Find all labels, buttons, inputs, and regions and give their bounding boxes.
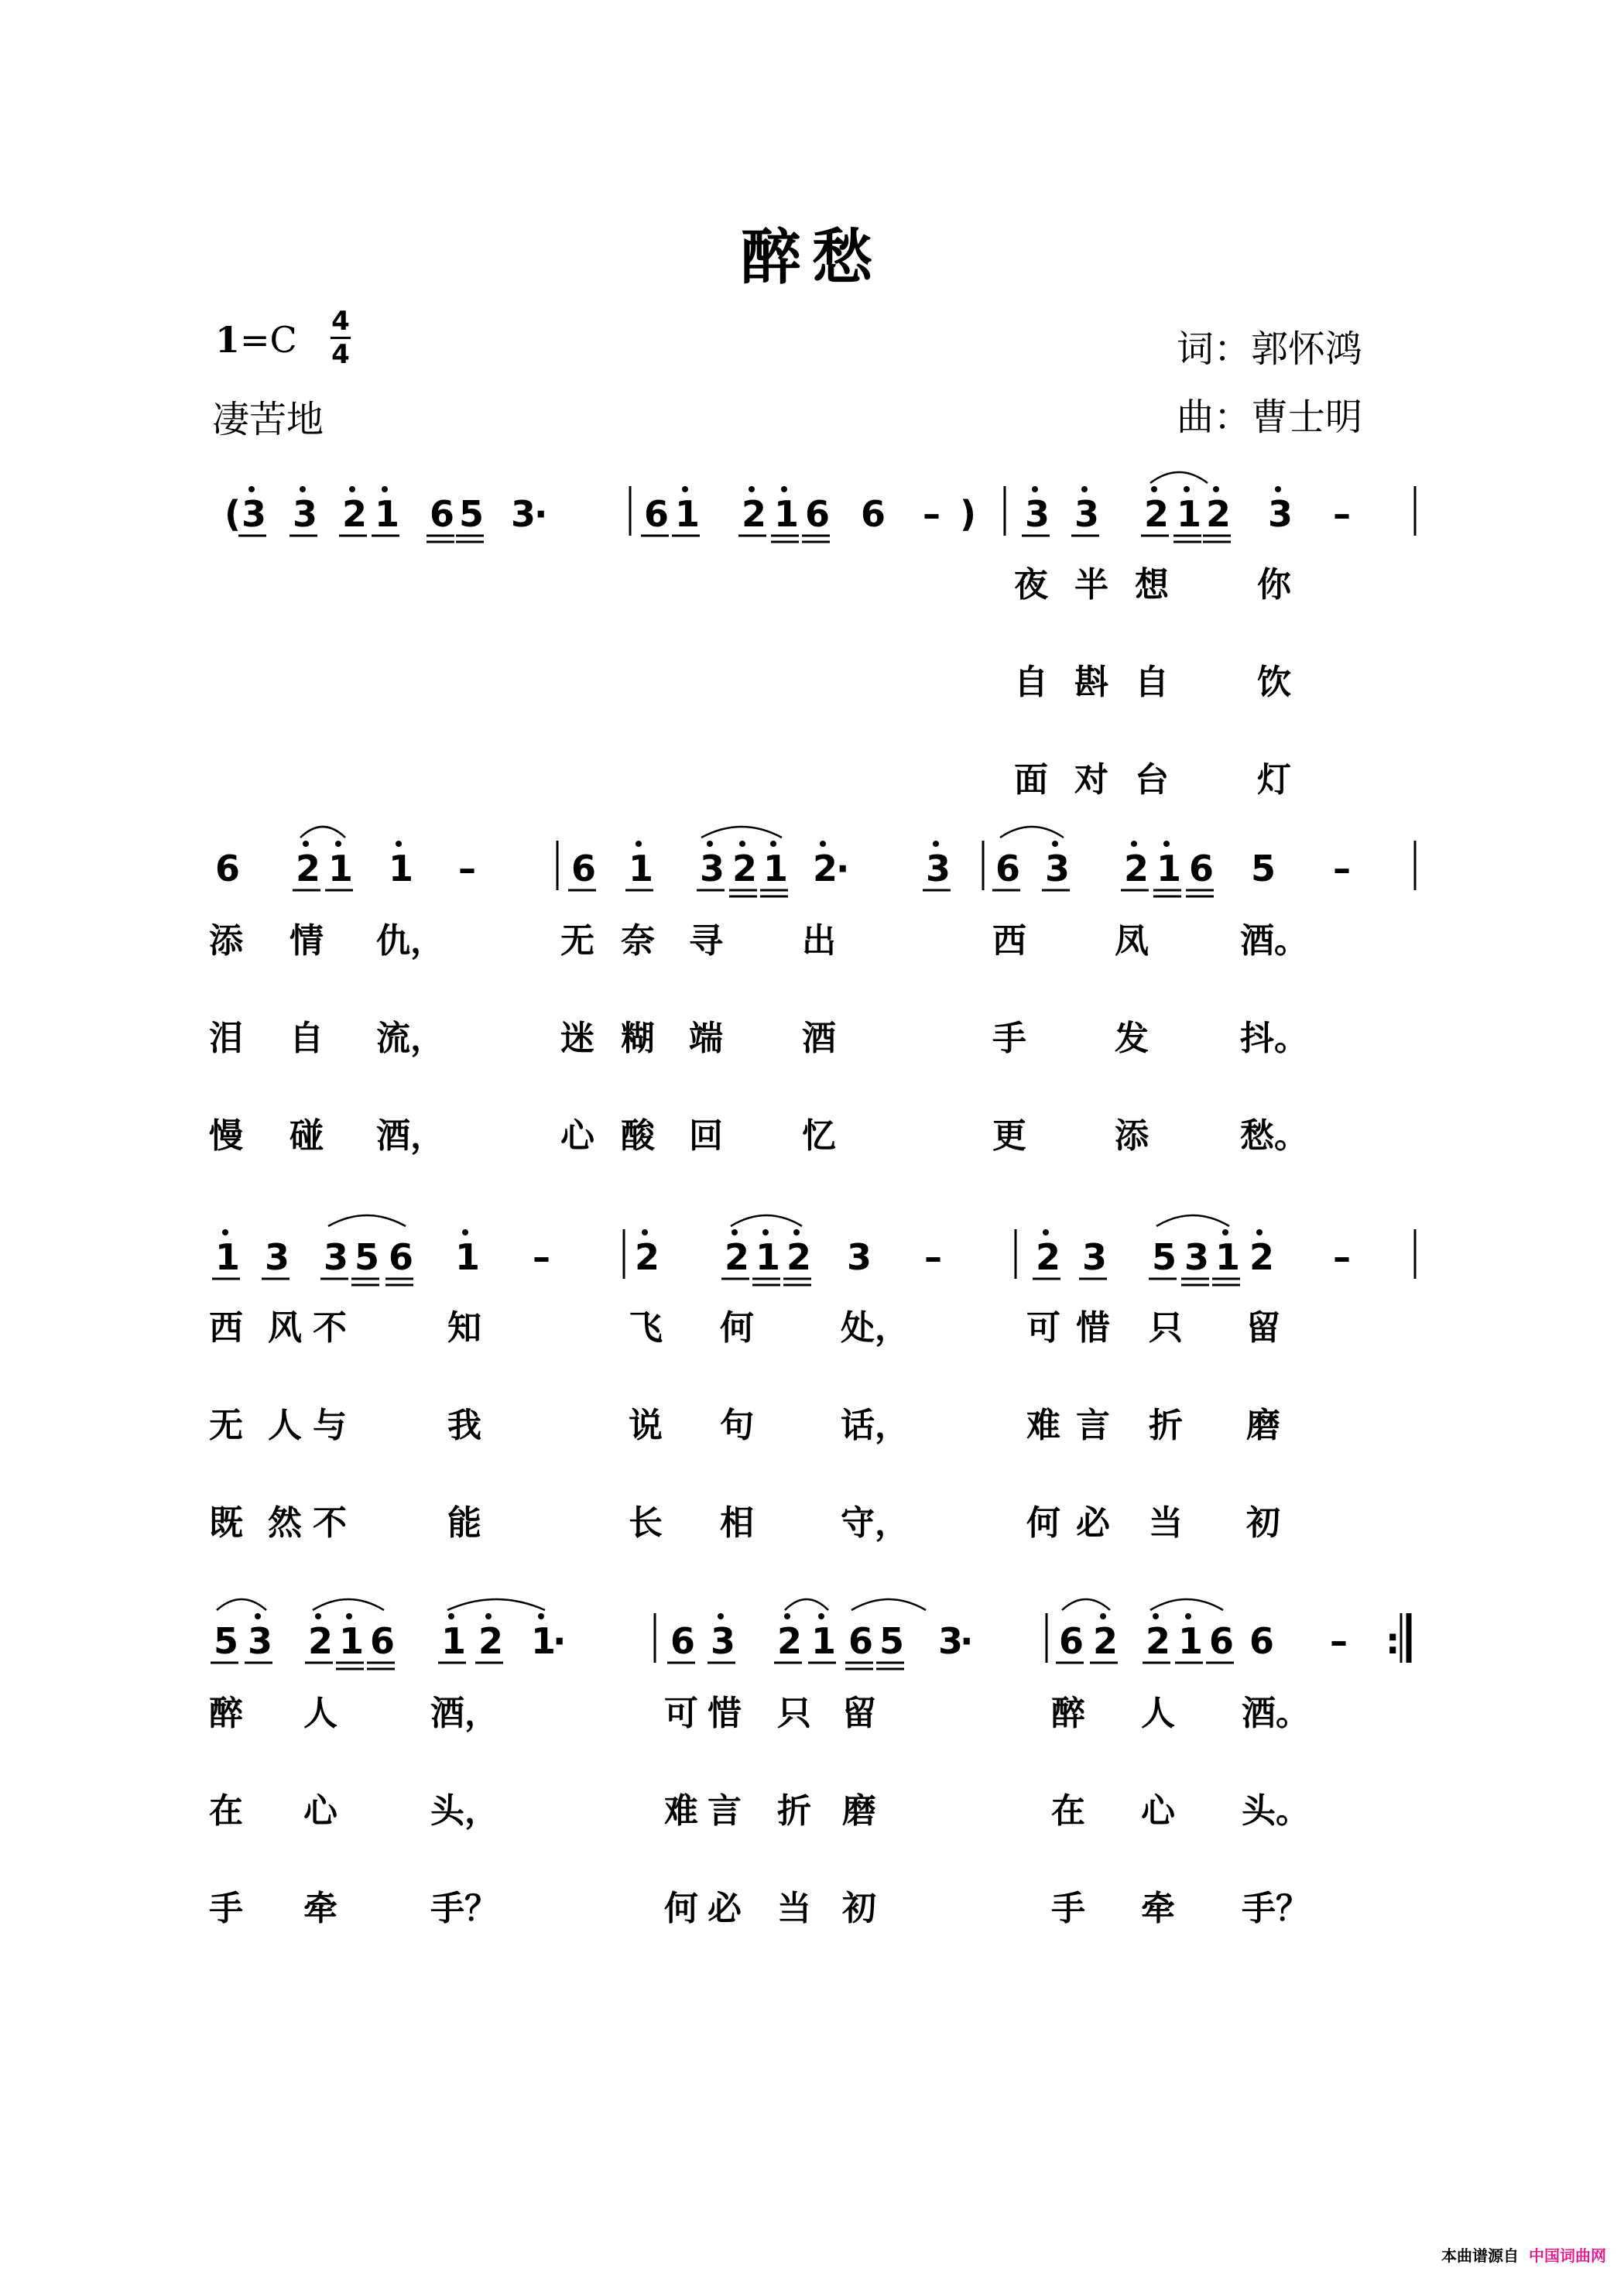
lyric-syllable: 飞 (629, 1308, 663, 1348)
lyric-syllable: 西 (209, 1308, 243, 1348)
octave-dot-high (1153, 1613, 1159, 1619)
octave-dot-high (315, 1613, 321, 1619)
note-digit: 3 (1074, 493, 1100, 535)
lyric-syllable: 自 (290, 1019, 324, 1058)
slur (1000, 827, 1064, 838)
lyric-syllable: 惜 (1076, 1308, 1110, 1348)
slur (313, 1599, 384, 1610)
note-digit: 6 (370, 1620, 396, 1662)
lyric-syllable: 添 (1115, 1116, 1149, 1156)
note-digit: 3 (1025, 493, 1050, 535)
slur (300, 827, 345, 838)
note-digit: 2 (1206, 493, 1232, 535)
octave-dot-high (1163, 841, 1170, 847)
octave-dot-high (770, 841, 776, 847)
lyric-syllable: 酒。 (1240, 921, 1308, 961)
octave-dot-high (781, 486, 787, 492)
note-digit: 2 (308, 1620, 334, 1662)
octave-dot-high (1131, 841, 1137, 847)
footer-site-name: 中国词曲网 (1529, 2246, 1606, 2265)
footer-source-note: 本曲谱源自 (1441, 2246, 1519, 2265)
note-digit: 6 (1209, 1620, 1235, 1662)
lyric-syllable: 流， (376, 1019, 444, 1058)
note-digit: 1 (339, 1620, 365, 1662)
note-digit: 2 (725, 1236, 750, 1278)
lyric-syllable: 磨 (842, 1791, 876, 1831)
octave-dot-high (248, 486, 255, 492)
note-digit: 6 (670, 1620, 696, 1662)
lyric-syllable: 说 (629, 1406, 663, 1445)
note-digit: 2 (1124, 848, 1149, 889)
composer-credit: 曲：曹士明 (1177, 396, 1363, 439)
lyric-syllable: 添 (209, 921, 243, 961)
note-digit: 3 (1082, 1236, 1108, 1278)
lyric-syllable: 我 (447, 1406, 481, 1445)
note-digit: 2 (813, 848, 838, 889)
octave-dot-high (1151, 486, 1157, 492)
lyric-syllable: 灯 (1257, 760, 1291, 800)
lyric-syllable: 人 (1141, 1694, 1175, 1733)
lyric-syllable: 心 (560, 1116, 594, 1156)
lyric-syllable: 必 (708, 1889, 742, 1928)
lyric-syllable: 你 (1257, 565, 1291, 605)
octave-dot-high (396, 841, 402, 847)
octave-dot-high (1043, 1229, 1049, 1235)
lyric-syllable: 可 (1026, 1308, 1060, 1348)
lyric-syllable: 情 (290, 921, 324, 961)
note-digit: 1 (389, 848, 414, 889)
key-number: 1 (215, 319, 241, 361)
notation-symbol: ) (960, 493, 977, 535)
note-digit: 6 (644, 493, 670, 535)
octave-dot-high (731, 1229, 738, 1235)
octave-dot-high (762, 1229, 769, 1235)
note-digit: 1 (1156, 848, 1182, 889)
lyric-syllable: 句 (720, 1406, 754, 1445)
lyric-syllable: 当 (1149, 1503, 1183, 1543)
note-digit: 3 (265, 1236, 290, 1278)
notation-symbol: · (836, 848, 850, 889)
note-digit: 6 (1189, 848, 1215, 889)
note-digit: 2 (786, 1236, 812, 1278)
lyric-syllable: 与 (313, 1406, 347, 1445)
note-digit: 1 (215, 1236, 241, 1278)
notation-symbol: · (534, 493, 548, 535)
slur (785, 1599, 828, 1610)
lyric-syllable: 更 (992, 1116, 1026, 1156)
lyric-syllable: 折 (1149, 1406, 1183, 1445)
note-digit: 1 (675, 493, 701, 535)
lyric-syllable: 留 (1246, 1308, 1280, 1348)
slur (1150, 1599, 1223, 1610)
lyric-syllable: 何 (720, 1308, 754, 1348)
note-digit: 3 (847, 1236, 872, 1278)
lyric-syllable: 难 (664, 1791, 698, 1831)
note-digit: 5 (1152, 1236, 1177, 1278)
note-digit: 3 (711, 1620, 736, 1662)
note-digit: 6 (430, 493, 455, 535)
octave-dot-high (1275, 486, 1281, 492)
lyric-syllable: 半 (1074, 565, 1108, 605)
octave-dot-high (485, 1613, 492, 1619)
lyric-syllable: 心 (1141, 1791, 1175, 1831)
note-digit: 6 (389, 1236, 414, 1278)
meter-top: 4 (331, 306, 350, 337)
lyricist-credit: 词：郭怀鸿 (1177, 327, 1363, 371)
note-digit: 3 (242, 493, 267, 535)
lyric-syllable: 不 (313, 1308, 347, 1348)
octave-dot-high (300, 486, 306, 492)
lyric-syllable: 酒 (802, 1019, 836, 1058)
lyric-syllable: 碰 (290, 1116, 324, 1156)
lyric-syllable: 凤 (1115, 921, 1149, 961)
notation-symbol: – (1333, 1236, 1351, 1278)
lyric-syllable: 不 (313, 1503, 347, 1543)
note-digit: 3 (926, 848, 951, 889)
lyric-syllable: 抖。 (1240, 1019, 1308, 1058)
lyric-syllable: 在 (1051, 1791, 1085, 1831)
lyric-syllable: 回 (689, 1116, 723, 1156)
slur (1156, 1215, 1229, 1226)
lyric-syllable: 牵 (303, 1889, 337, 1928)
lyric-syllable: 守， (841, 1503, 909, 1543)
note-digit: 2 (296, 848, 321, 889)
lyric-syllable: 人 (303, 1694, 337, 1733)
lyric-syllable: 留 (842, 1694, 876, 1733)
note-digit: 1 (629, 848, 654, 889)
lyric-syllable: 手？ (430, 1889, 499, 1928)
song-title: 醉愁 (740, 222, 883, 293)
note-digit: 5 (1251, 848, 1276, 889)
octave-dot-high (793, 1229, 800, 1235)
notation-symbol: · (960, 1620, 974, 1662)
lyric-syllable: 奈 (621, 921, 655, 961)
lyric-syllable: 然 (268, 1503, 302, 1543)
octave-dot-high (1185, 1613, 1191, 1619)
octave-dot-high (462, 1229, 468, 1235)
octave-dot-high (1222, 1229, 1228, 1235)
lyric-syllable: 对 (1074, 760, 1108, 800)
note-digit: 1 (328, 848, 354, 889)
octave-dot-high (349, 486, 355, 492)
lyric-syllable: 言 (708, 1791, 742, 1831)
slur (701, 827, 782, 838)
octave-dot-high (1081, 486, 1088, 492)
note-digit: 1 (1177, 493, 1202, 535)
note-digit: 3 (1184, 1236, 1210, 1278)
octave-dot-high (933, 841, 939, 847)
note-digit: 2 (742, 493, 767, 535)
note-digit: 1 (375, 493, 400, 535)
note-digit: 2 (777, 1620, 803, 1662)
lyric-syllable: 西 (992, 921, 1026, 961)
lyric-syllable: 话， (841, 1406, 909, 1445)
slur (851, 1599, 926, 1610)
lyric-syllable: 长 (629, 1503, 663, 1543)
octave-dot-high (1213, 486, 1219, 492)
lyric-syllable: 惜 (708, 1694, 742, 1733)
note-digit: 1 (531, 1620, 557, 1662)
lyric-syllable: 在 (209, 1791, 243, 1831)
octave-dot-high (222, 1229, 228, 1235)
slur (1150, 472, 1208, 483)
lyric-syllable: 想 (1135, 565, 1169, 605)
lyric-syllable: 心 (303, 1791, 337, 1831)
note-digit: 5 (214, 1620, 239, 1662)
note-digit: 6 (861, 493, 886, 535)
lyric-syllable: 酒， (376, 1116, 444, 1156)
note-digit: 3 (293, 493, 318, 535)
lyric-syllable: 何 (664, 1889, 698, 1928)
slur (731, 1215, 802, 1226)
octave-dot-high (682, 486, 688, 492)
note-digit: 1 (1215, 1236, 1241, 1278)
slur (447, 1599, 545, 1610)
note-digit: 3 (324, 1236, 349, 1278)
lyric-syllable: 醉 (1051, 1694, 1085, 1733)
lyric-syllable: 言 (1076, 1406, 1110, 1445)
notation-symbol: – (923, 493, 940, 535)
lyric-syllable: 斟 (1074, 663, 1108, 702)
lyric-syllable: 发 (1115, 1019, 1149, 1058)
lyric-syllable: 愁。 (1240, 1116, 1308, 1156)
octave-dot-high (335, 841, 341, 847)
lyric-syllable: 手？ (1242, 1889, 1310, 1928)
note-digit: 2 (1249, 1236, 1275, 1278)
note-digit: 6 (1059, 1620, 1084, 1662)
lyric-syllable: 头。 (1242, 1791, 1310, 1831)
note-digit: 1 (774, 493, 800, 535)
octave-dot-high (749, 486, 755, 492)
lyric-syllable: 泪 (209, 1019, 243, 1058)
lyric-syllable: 手 (992, 1019, 1026, 1058)
note-digit: 1 (811, 1620, 837, 1662)
lyric-syllable: 酸 (621, 1116, 655, 1156)
octave-dot-high (448, 1613, 454, 1619)
lyric-syllable: 能 (447, 1503, 481, 1543)
lyric-syllable: 手 (1051, 1889, 1085, 1928)
note-digit: 2 (478, 1620, 504, 1662)
octave-dot-high (739, 841, 745, 847)
note-digit: 6 (995, 848, 1021, 889)
notation-symbol: – (458, 848, 476, 889)
lyric-syllable: 酒。 (1242, 1694, 1310, 1733)
lyric-syllable: 风 (268, 1308, 302, 1348)
note-digit: 2 (732, 848, 758, 889)
note-digit: 1 (455, 1236, 481, 1278)
lyric-syllable: 既 (209, 1503, 243, 1543)
octave-dot-high (1256, 1229, 1263, 1235)
notation-symbol: : (1386, 1620, 1400, 1662)
lyric-syllable: 只 (1149, 1308, 1183, 1348)
slur (217, 1599, 266, 1610)
octave-dot-high (255, 1613, 261, 1619)
note-digit: 5 (459, 493, 485, 535)
lyric-syllable: 夜 (1014, 565, 1048, 605)
lyric-syllable: 头， (430, 1791, 499, 1831)
octave-dot-high (707, 841, 713, 847)
lyric-syllable: 手 (209, 1889, 243, 1928)
octave-dot-high (1184, 486, 1190, 492)
note-digit: 1 (441, 1620, 467, 1662)
notation-symbol: – (1333, 848, 1351, 889)
lyric-syllable: 牵 (1141, 1889, 1175, 1928)
lyric-syllable: 人 (268, 1406, 302, 1445)
lyric-syllable: 慢 (209, 1116, 243, 1156)
octave-dot-high (303, 841, 309, 847)
lyric-syllable: 初 (842, 1889, 876, 1928)
slur (328, 1215, 406, 1226)
lyric-syllable: 醉 (209, 1694, 243, 1733)
notation-symbol: – (533, 1236, 550, 1278)
lyric-syllable: 台 (1135, 760, 1169, 800)
lyric-syllable: 相 (720, 1503, 754, 1543)
notation-symbol: ( (224, 493, 242, 535)
lyric-syllable: 何 (1026, 1503, 1060, 1543)
note-digit: 3 (938, 1620, 964, 1662)
lyric-syllable: 自 (1014, 663, 1048, 702)
lyric-syllable: 仇， (376, 921, 444, 961)
octave-dot-high (1100, 1613, 1106, 1619)
note-digit: 5 (879, 1620, 905, 1662)
lyric-syllable: 端 (689, 1019, 723, 1058)
lyric-syllable: 无 (560, 921, 594, 961)
note-digit: 2 (635, 1236, 660, 1278)
octave-dot-high (1032, 486, 1038, 492)
octave-dot-high (538, 1613, 544, 1619)
lyric-syllable: 迷 (560, 1019, 594, 1058)
note-digit: 2 (342, 493, 368, 535)
octave-dot-high (820, 841, 826, 847)
note-digit: 6 (215, 848, 241, 889)
note-digit: 6 (571, 848, 597, 889)
lyric-syllable: 面 (1014, 760, 1048, 800)
octave-dot-high (346, 1613, 352, 1619)
notation-symbol: – (1333, 493, 1351, 535)
note-digit: 3 (700, 848, 725, 889)
lyric-syllable: 只 (777, 1694, 811, 1733)
lyric-syllable: 无 (209, 1406, 243, 1445)
note-digit: 3 (1268, 493, 1293, 535)
lyric-syllable: 难 (1026, 1406, 1060, 1445)
meter-bottom: 4 (331, 339, 350, 370)
note-digit: 1 (1178, 1620, 1204, 1662)
notation-symbol: – (924, 1236, 942, 1278)
octave-dot-high (642, 1229, 648, 1235)
lyric-syllable: 折 (777, 1791, 811, 1831)
lyric-syllable: 酒， (430, 1694, 499, 1733)
octave-dot-high (636, 841, 642, 847)
note-digit: 2 (1144, 493, 1170, 535)
octave-dot-high (784, 1613, 790, 1619)
slur (1062, 1599, 1110, 1610)
lyric-syllable: 寻 (689, 921, 723, 961)
key-letter: =C (240, 319, 297, 361)
lyric-syllable: 必 (1076, 1503, 1110, 1543)
note-digit: 1 (763, 848, 789, 889)
note-digit: 5 (355, 1236, 380, 1278)
note-digit: 1 (755, 1236, 781, 1278)
note-digit: 6 (1249, 1620, 1275, 1662)
octave-dot-high (382, 486, 388, 492)
lyric-syllable: 磨 (1246, 1406, 1280, 1445)
lyric-syllable: 当 (777, 1889, 811, 1928)
note-digit: 6 (805, 493, 831, 535)
notation-symbol: – (1330, 1620, 1348, 1662)
tempo-marking: 凄苦地 (212, 398, 324, 441)
notation-symbol: · (553, 1620, 567, 1662)
note-digit: 3 (1045, 848, 1071, 889)
lyric-syllable: 忆 (802, 1116, 836, 1156)
lyric-syllable: 出 (802, 921, 836, 961)
octave-dot-high (1052, 841, 1058, 847)
note-digit: 3 (511, 493, 536, 535)
octave-dot-high (818, 1613, 824, 1619)
note-digit: 2 (1036, 1236, 1061, 1278)
lyric-syllable: 饮 (1257, 663, 1291, 702)
lyric-syllable: 处， (841, 1308, 909, 1348)
lyric-syllable: 可 (664, 1694, 698, 1733)
note-digit: 6 (848, 1620, 874, 1662)
lyric-syllable: 自 (1135, 663, 1169, 702)
note-digit: 2 (1146, 1620, 1171, 1662)
note-digit: 3 (248, 1620, 273, 1662)
lyric-syllable: 初 (1246, 1503, 1280, 1543)
lyric-syllable: 知 (447, 1308, 481, 1348)
note-digit: 2 (1093, 1620, 1119, 1662)
octave-dot-high (718, 1613, 724, 1619)
lyric-syllable: 糊 (621, 1019, 655, 1058)
